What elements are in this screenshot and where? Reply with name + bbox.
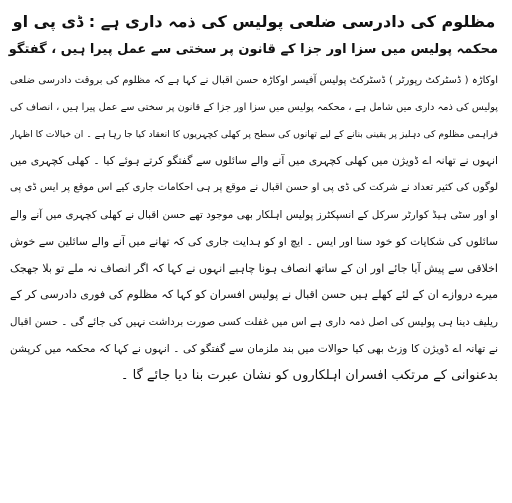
body-line: لوگوں کی کثیر تعداد نے شرکت کی ڈی پی او حسن اقبال نے موقع پر ہی احکامات جاری کیے اس موقع پر ایس ڈی پی	[10, 182, 498, 194]
body-line: انہوں نے تھانہ اے ڈویژن میں کھلی کچہری میں آنے والے سائلوں سے گفتگو کرتے ہوئے کیا ۔ کھلی کچہری میں	[10, 154, 498, 168]
body-line: بدعنوانی کے مرتکب افسران اہلکاروں کو نشان عبرت بنا دیا جائے گا ۔	[120, 367, 498, 383]
body-line: اوکاڑہ ( ڈسٹرکٹ رپورٹر ) ڈسٹرکٹ پولیس آفیسر اوکاڑہ حسن اقبال نے کہا ہے کہ مظلوم کی بروقت دادرسی ضلعی	[10, 75, 498, 86]
headline-line-2: محکمہ پولیس میں سزا اور جزا کے قانون پر سختی سے عمل پیرا ہیں ، گفتگو	[8, 42, 498, 57]
body-line: میرے دروازے ان کے لئے کھلے ہیں حسن اقبال نے پولیس افسران کو کہا کہ مظلوم کی فوری دادرسی کر کے	[10, 288, 498, 302]
body-line: سائلوں کی شکایات کو خود سنا اور ایس ۔ ایچ او کو ہدایت جاری کی کہ تھانے میں آنے والے سائلین سے خوش	[10, 234, 498, 248]
headline-line-1: مظلوم کی دادرسی ضلعی پولیس کی ذمہ داری ہے : ڈی پی او	[12, 12, 496, 31]
body-line: اخلاقی سے پیش آیا جائے اور ان کے ساتھ انصاف ہونا چاہیے انہوں نے کہا کہ اگر انصاف نہ ملے تو بلا جھجک	[10, 261, 498, 275]
body-line: پولیس کی ذمہ داری میں شامل ہے ، محکمہ پولیس میں سزا اور جزا کے قانون پر سختی سے عمل پیرا ہیں ، انصاف کی	[10, 101, 498, 113]
body-line: نے تھانہ اے ڈویژن کا وزٹ بھی کیا حوالات میں بند ملزمان سے گفتگو کی ۔ انہوں نے کہا کہ محکمہ میں کرپشن	[10, 342, 498, 355]
body-line: فراہمی مظلوم کی دہلیز پر یقینی بنانے کے لیے تھانوں کی سطح پر کھلی کچہریوں کا انعقاد کیا جا رہا ہے ۔ ان خیالات کا اظہار	[10, 128, 498, 140]
body-line: او اور سٹی ہیڈ کوارٹر سرکل کے انسپکٹرز پولیس اہلکار بھی موجود تھے حسن اقبال نے کھلی کچہری میں آنے والے	[10, 208, 498, 221]
article-body	[10, 68, 498, 390]
body-line: ریلیف دینا ہی پولیس کی اصل ذمہ داری ہے اس میں غفلت کسی صورت برداشت نہیں کی جائے گی ۔ حسن اقبال	[10, 316, 498, 329]
